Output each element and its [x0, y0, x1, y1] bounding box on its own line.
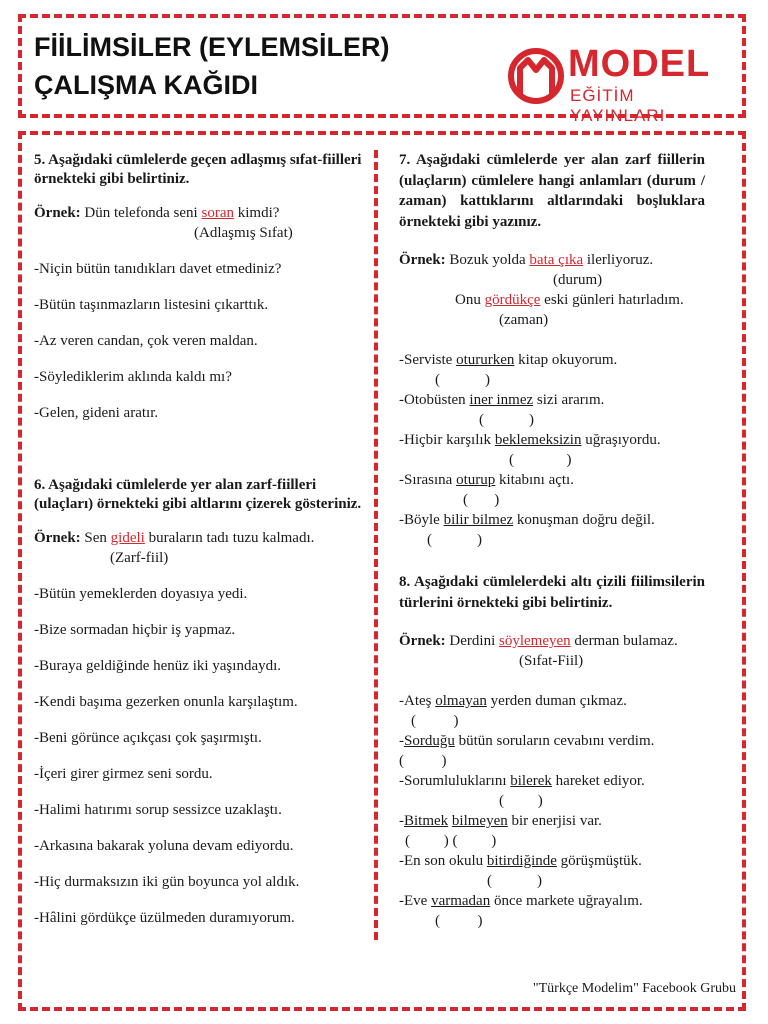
right-column: [399, 150, 705, 931]
example-type: (Zarf-fiil): [110, 550, 169, 566]
model-logo-mark-icon: [506, 46, 566, 106]
example-type: (Adlaşmış Sıfat): [194, 225, 293, 241]
underlined-verbal: iner inmez: [469, 392, 534, 408]
s6-item: -Bize sormadan hiçbir iş yapmaz.: [34, 622, 236, 638]
s7-item: -Hiçbir karşılık beklemeksizin uğraşıyordu.: [399, 432, 661, 448]
section-7-title: 7. Aşağıdaki cümlelerde yer alan zarf fiillerin (ulaçların) cümlelere hangi anlamları (durum / zaman) kattıklarını altlarındaki boşluklara örnekteki gibi yazınız.: [399, 152, 705, 230]
underlined-verbal: bilerek: [510, 773, 552, 789]
underlined-verbal: varmadan: [431, 893, 491, 909]
example-highlight: gördükçe: [484, 292, 541, 308]
underlined-verbal: bilmeyen: [451, 813, 508, 829]
section-6-title: 6. Aşağıdaki cümlelerde yer alan zarf-fiilleri (ulaçları) örnekteki gibi altlarını çizerek gösteriniz.: [34, 477, 362, 512]
section-7-items: [399, 350, 705, 550]
s6-item: -Beni görünce açıkçası çok şaşırmıştı.: [34, 730, 262, 746]
s5-item: -Niçin bütün tanıdıkları davet etmediniz?: [34, 261, 282, 277]
underlined-verbal: beklemeksizin: [494, 432, 582, 448]
s6-item: -İçeri girer girmez seni sordu.: [34, 766, 213, 782]
underlined-verbal: bilir bilmez: [443, 512, 514, 528]
answer-blank[interactable]: ( ): [435, 372, 490, 388]
example-label: Örnek:: [34, 530, 81, 546]
s8-item: -Sorumluluklarını bilerek hareket ediyor.: [399, 773, 645, 789]
underlined-verbal: bitirdiğinde: [486, 853, 557, 869]
example-label: Örnek:: [399, 252, 446, 268]
answer-blank[interactable]: ( ): [435, 913, 483, 929]
underlined-verbal: otururken: [456, 352, 515, 368]
s6-item: -Kendi başıma gezerken onunla karşılaştım.: [34, 694, 298, 710]
section-5-title: 5. Aşağıdaki cümlelerde geçen adlaşmış sıfat-fiilleri örnekteki gibi belirtiniz.: [34, 152, 362, 187]
s7-item: -Otobüsten iner inmez sizi ararım.: [399, 392, 605, 408]
s6-item: -Hâlini gördükçe üzülmeden duramıyorum.: [34, 910, 295, 926]
title-line-1: FİİLİMSİLER (EYLEMSİLER): [34, 32, 390, 62]
answer-blank[interactable]: ( ) ( ): [405, 833, 497, 849]
example-type: (zaman): [499, 312, 549, 328]
example-highlight: gideli: [110, 530, 145, 546]
title-line-2: ÇALIŞMA KAĞIDI: [34, 70, 258, 100]
answer-blank[interactable]: ( ): [463, 492, 500, 508]
answer-blank[interactable]: ( ): [411, 713, 459, 729]
example-label: Örnek:: [34, 205, 81, 221]
s7-item: -Sırasına oturup kitabını açtı.: [399, 472, 574, 488]
example-highlight: söylemeyen: [499, 633, 571, 649]
answer-blank[interactable]: ( ): [509, 452, 572, 468]
logo-word: MODEL: [568, 43, 711, 85]
section-7-example-2: Onu gördükçe eski günleri hatırladım.: [455, 292, 684, 308]
section-8-example: Örnek: Derdini söylemeyen derman bulamaz.: [399, 633, 678, 649]
underlined-verbal: olmayan: [435, 693, 487, 709]
answer-blank[interactable]: ( ): [399, 753, 447, 769]
s8-item: -Sorduğu bütün soruların cevabını verdim.: [399, 733, 655, 749]
footer-credit: "Türkçe Modelim" Facebook Grubu: [532, 981, 736, 996]
s8-item: -Ateş olmayan yerden duman çıkmaz.: [399, 693, 627, 709]
s6-item: -Halimi hatırımı sorup sessizce uzaklaştı.: [34, 802, 282, 818]
s7-item: -Serviste otururken kitap okuyorum.: [399, 352, 618, 368]
answer-blank[interactable]: ( ): [427, 532, 482, 548]
underlined-verbal: Bitmek: [404, 813, 449, 829]
s6-item: -Bütün yemeklerden doyasıya yedi.: [34, 586, 248, 602]
s8-item: -Bitmek bilmeyen bir enerjisi var.: [399, 813, 602, 829]
answer-blank[interactable]: ( ): [499, 793, 543, 809]
s8-item: -En son okulu bitirdiğinde görüşmüştük.: [399, 853, 642, 869]
example-highlight: soran: [201, 205, 234, 221]
section-5-example: Örnek: Dün telefonda seni soran kimdi?: [34, 205, 280, 221]
s6-item: -Hiç durmaksızın iki gün boyunca yol aldık.: [34, 874, 300, 890]
s5-item: -Gelen, gideni aratır.: [34, 405, 159, 421]
answer-blank[interactable]: ( ): [479, 412, 534, 428]
s8-item: -Eve varmadan önce markete uğrayalım.: [399, 893, 643, 909]
section-6-example: Örnek: Sen gideli buraların tadı tuzu kalmadı.: [34, 530, 315, 546]
underlined-verbal: Sorduğu: [404, 733, 455, 749]
publisher-logo: [490, 40, 730, 125]
section-8-items: [399, 691, 705, 931]
answer-blank[interactable]: ( ): [487, 873, 542, 889]
s6-item: -Arkasına bakarak yoluna devam ediyordu.: [34, 838, 294, 854]
s7-item: -Böyle bilir bilmez konuşman doğru değil.: [399, 512, 655, 528]
page-title: [34, 28, 390, 104]
section-7-example-1: Örnek: Bozuk yolda bata çıka ilerliyoruz.: [399, 252, 654, 268]
s5-item: -Söylediklerim aklında kaldı mı?: [34, 369, 232, 385]
s5-item: -Bütün taşınmazların listesini çıkarttık.: [34, 297, 269, 313]
logo-subtitle: EĞİTİM YAYINLARI: [570, 86, 666, 125]
s6-item: -Buraya geldiğinde henüz iki yaşındaydı.: [34, 658, 282, 674]
example-label: Örnek:: [399, 633, 446, 649]
example-type: (Sıfat-Fiil): [519, 653, 584, 669]
column-divider: [374, 150, 378, 940]
left-column: [34, 151, 364, 928]
section-8-title: 8. Aşağıdaki cümlelerdeki altı çizili fiilimsilerin türlerini örnekteki gibi belirtiniz.: [399, 574, 705, 611]
example-highlight: bata çıka: [529, 252, 584, 268]
example-type: (durum): [553, 272, 603, 288]
s5-item: -Az veren candan, çok veren maldan.: [34, 333, 258, 349]
underlined-verbal: oturup: [456, 472, 496, 488]
